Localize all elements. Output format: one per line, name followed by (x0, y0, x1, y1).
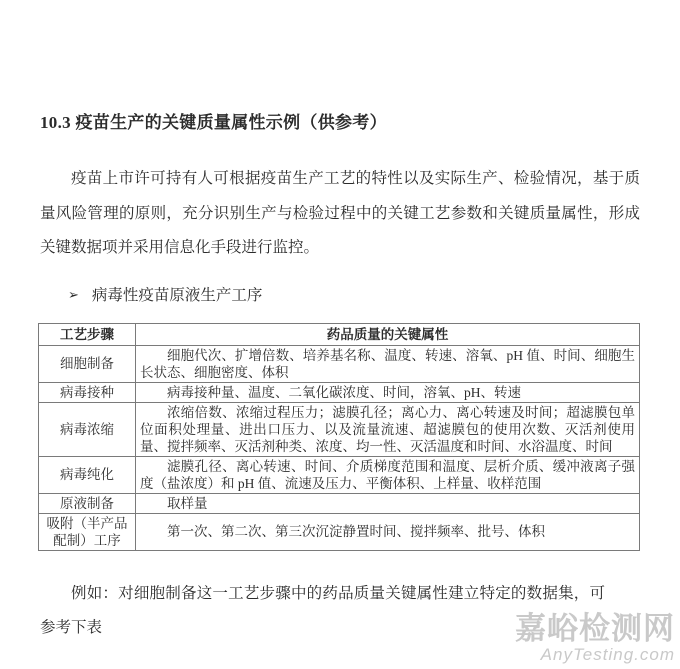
watermark-cn-text: 嘉峪检测网 (515, 611, 675, 646)
col-header-quality-attributes: 药品质量的关键属性 (136, 323, 640, 345)
bullet-item-text: 病毒性疫苗原液生产工序 (91, 286, 263, 304)
table-row (39, 456, 640, 493)
attributes-cell: 滤膜孔径、离心转速、时间、介质梯度范围和温度、层析介质、缓冲液离子强度（盐浓度）和 pH 值、流速及压力、平衡体积、上样量、收样范围 (136, 456, 640, 493)
attributes-cell: 第一次、第二次、第三次沉淀静置时间、搅拌频率、批号、体积 (136, 513, 640, 550)
intro-paragraph: 疫苗上市许可持有人可根据疫苗生产工艺的特性以及实际生产、检验情况，基于质量风险管理的原则，充分识别生产与检验过程中的关键工艺参数和关键质量属性，形成关键数据项并采用信息化手段进行监控。 (40, 170, 640, 256)
step-cell: 原液制备 (39, 493, 136, 513)
step-cell: 病毒纯化 (39, 456, 136, 493)
attributes-cell: 病毒接种量、温度、二氧化碳浓度、时间，溶氧、pH、转速 (136, 382, 640, 402)
attributes-cell: 浓缩倍数、浓缩过程压力；滤膜孔径；离心力、离心转速及时间；超滤膜包单位面积处理量、进出口压力、以及流量流速、超滤膜包的使用次数、灭活剂使用量、搅拌频率、灭活剂种类、浓度、均一性、灭活温度和时间、水浴温度、时间 (136, 402, 640, 456)
cqa-table (38, 323, 640, 551)
table-row (39, 402, 640, 456)
table-row (39, 493, 640, 513)
document-page (40, 0, 640, 646)
attributes-cell: 取样量 (136, 493, 640, 513)
col-header-process-step: 工艺步骤 (39, 323, 136, 345)
arrow-bullet-icon: ➢ (68, 287, 79, 303)
table-row (39, 345, 640, 382)
watermark-en-text: AnyTesting.com (540, 645, 675, 664)
section-heading: 10.3 疫苗生产的关键质量属性示例（供参考） (40, 113, 387, 132)
step-cell: 病毒浓缩 (39, 402, 136, 456)
closing-paragraph: 例如：对细胞制备这一工艺步骤中的药品质量关键属性建立特定的数据集，可参考下表 (40, 584, 605, 636)
step-cell: 吸附（半产品配制）工序 (39, 513, 136, 550)
table-row (39, 513, 640, 550)
table-row (39, 382, 640, 402)
step-cell: 病毒接种 (39, 382, 136, 402)
table-header-row (39, 323, 640, 345)
attributes-cell: 细胞代次、扩增倍数、培养基名称、温度、转速、溶氧、pH 值、时间、细胞生长状态、细胞密度、体积 (136, 345, 640, 382)
step-cell: 细胞制备 (39, 345, 136, 382)
bullet-item (40, 286, 640, 307)
